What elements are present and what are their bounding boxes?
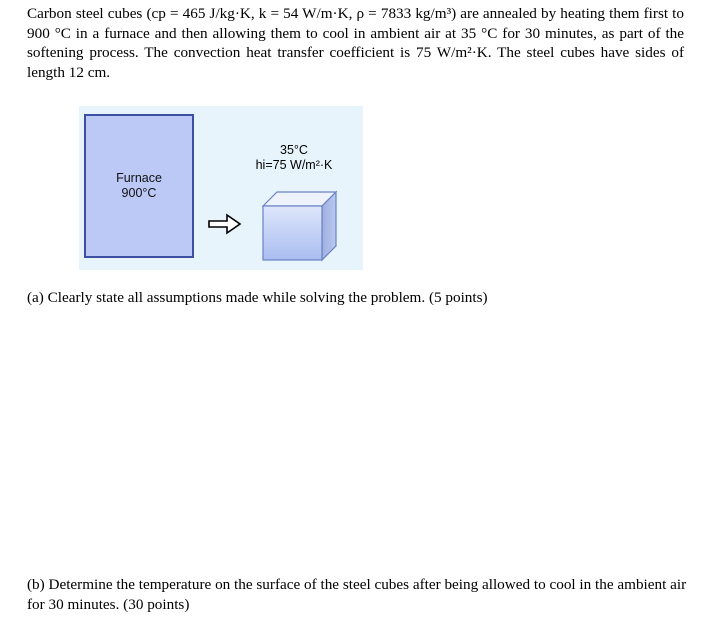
- heat-transfer-coefficient: hi=75 W/m²·K: [255, 158, 333, 172]
- right-arrow-icon: [207, 212, 243, 236]
- furnace-name: Furnace: [116, 171, 162, 185]
- furnace-temperature: 900°C: [121, 186, 157, 200]
- question-a: (a) Clearly state all assumptions made while solving the problem. (5 points): [27, 289, 488, 306]
- furnace-label: [86, 171, 192, 201]
- problem-statement: Carbon steel cubes (cp = 465 J/kg·K, k = 54 W/m·K, ρ = 7833 kg/m³) are annealed by heating them first to 900 °C in a furnace and then allowing them to cool in ambient air at 35 °C for 30 minutes, as part of the softening process. The convection heat transfer coefficient is 75 W/m²·K. The steel cubes have sides of length 12 cm.: [27, 5, 684, 81]
- furnace-box: [84, 114, 194, 258]
- annealing-figure: [79, 106, 363, 270]
- ambient-temperature: 35°C: [280, 143, 308, 157]
- question-b: (b) Determine the temperature on the surface of the steel cubes after being allowed to cool in the ambient air for 30 minutes. (30 points): [27, 576, 687, 613]
- steel-cube-icon: [260, 190, 340, 262]
